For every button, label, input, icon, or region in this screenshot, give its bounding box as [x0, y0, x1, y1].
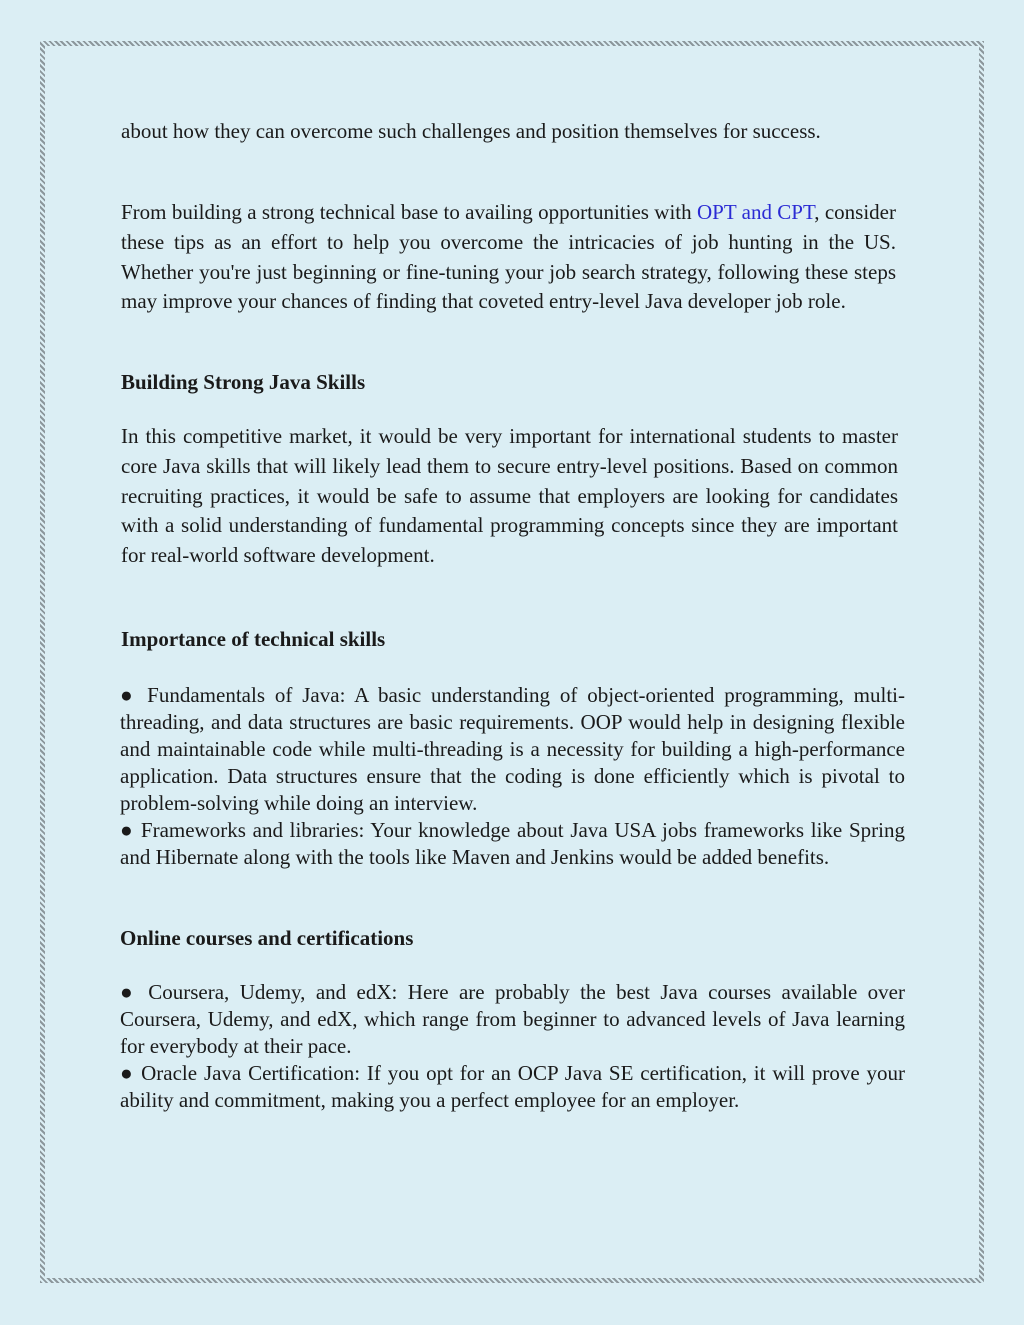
list-item: ● Coursera, Udemy, and edX: Here are probably the best Java courses available over Coursera, Udemy, and edX, which range from beginner to advanced levels of Java learning for everybody at their pace.	[120, 980, 905, 1058]
list-item: ● Oracle Java Certification: If you opt for an OCP Java SE certification, it will prove your ability and commitment, making you a perfect employee for an employer.	[120, 1061, 905, 1112]
section-heading-technical-skills: Importance of technical skills	[121, 627, 386, 651]
technical-skills-list	[120, 682, 905, 871]
intro-text-after: , consider these tips as an effort to help you overcome the intricacies of job hunting in the US. Whether you're just beginning or fine-tuning your job search strategy, following these steps may improve your chances of finding that coveted entry-level Java developer job role.	[121, 200, 896, 314]
section-heading-online-courses: Online courses and certifications	[120, 926, 414, 950]
online-courses-list	[120, 979, 905, 1114]
intro-paragraph	[121, 198, 896, 317]
list-item: ● Frameworks and libraries: Your knowledge about Java USA jobs frameworks like Spring and Hibernate along with the tools like Maven and Jenkins would be added benefits.	[120, 818, 905, 869]
section-heading-java-skills: Building Strong Java Skills	[121, 370, 366, 394]
list-item: ● Fundamentals of Java: A basic understanding of object-oriented programming, multi-threading, and data structures are basic requirements. OOP would help in designing flexible and maintainable code while multi-threading is a necessity for building a high-performance application. Data structures ensure that the coding is done efficiently which is pivotal to problem-solving while doing an interview.	[120, 683, 905, 815]
section-paragraph-java-skills: In this competitive market, it would be very important for international students to master core Java skills that will likely lead them to secure entry-level positions. Based on common recruiting practices, it would be safe to assume that employers are looking for candidates with a solid understanding of fundamental programming concepts since they are important for real-world software development.	[121, 424, 898, 568]
intro-text-before: From building a strong technical base to availing opportunities with	[121, 200, 697, 224]
intro-continuation: about how they can overcome such challenges and position themselves for success.	[121, 119, 821, 143]
opt-cpt-link[interactable]: OPT and CPT	[696, 200, 815, 224]
